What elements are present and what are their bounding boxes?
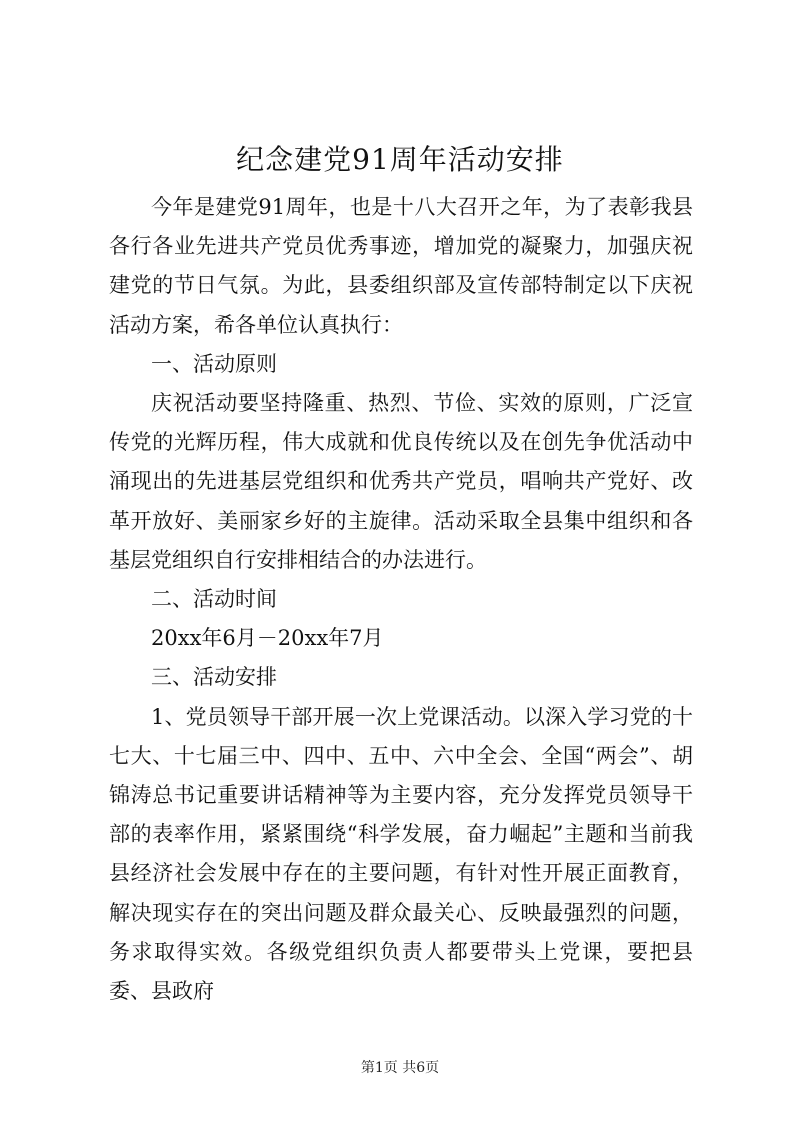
section-heading-principles: 一、活动原则: [151, 351, 277, 376]
arrangement-item-1: 1、党员领导干部开展一次上党课活动。以深入学习党的十七大、十七届三中、四中、五中、六中全会、全国“两会”、胡锦涛总书记重要讲话精神等为主要内容，充分发挥党员领导干部的表率作用，紧紧围绕“科学发展，奋力崛起”主题和当前我县经济社会发展中存在的主要问题，有针对性开展正面教育，解决现实存在的突出问题及群众最关心、反映最强烈的问题，务求取得实效。各级党组织负责人都要带头上党课，要把县委、县政府: [109, 704, 693, 1004]
intro-paragraph: 今年是建党91周年，也是十八大召开之年，为了表彰我县各行各业先进共产党员优秀事迹，增加党的凝聚力，加强庆祝建党的节日气氛。为此，县委组织部及宣传部特制定以下庆祝活动方案，希各单位认真执行：: [109, 195, 693, 337]
time-paragraph: 20xx年6月－20xx年7月: [151, 626, 384, 651]
principles-paragraph: 庆祝活动要坚持隆重、热烈、节俭、实效的原则，广泛宣传党的光辉历程，伟大成就和优良传统以及在创先争优活动中涌现出的先进基层党组织和优秀共产党员，唱响共产党好、改革开放好、美丽家乡好的主旋律。活动采取全县集中组织和各基层党组织自行安排相结合的办法进行。: [109, 391, 693, 572]
section-heading-arrangements: 三、活动安排: [151, 665, 277, 690]
document-title: 纪念建党91周年活动安排: [236, 143, 564, 176]
page-footer: 第1页 共6页: [360, 1060, 440, 1076]
section-heading-time: 二、活动时间: [151, 587, 277, 612]
document-body: [109, 188, 693, 1011]
